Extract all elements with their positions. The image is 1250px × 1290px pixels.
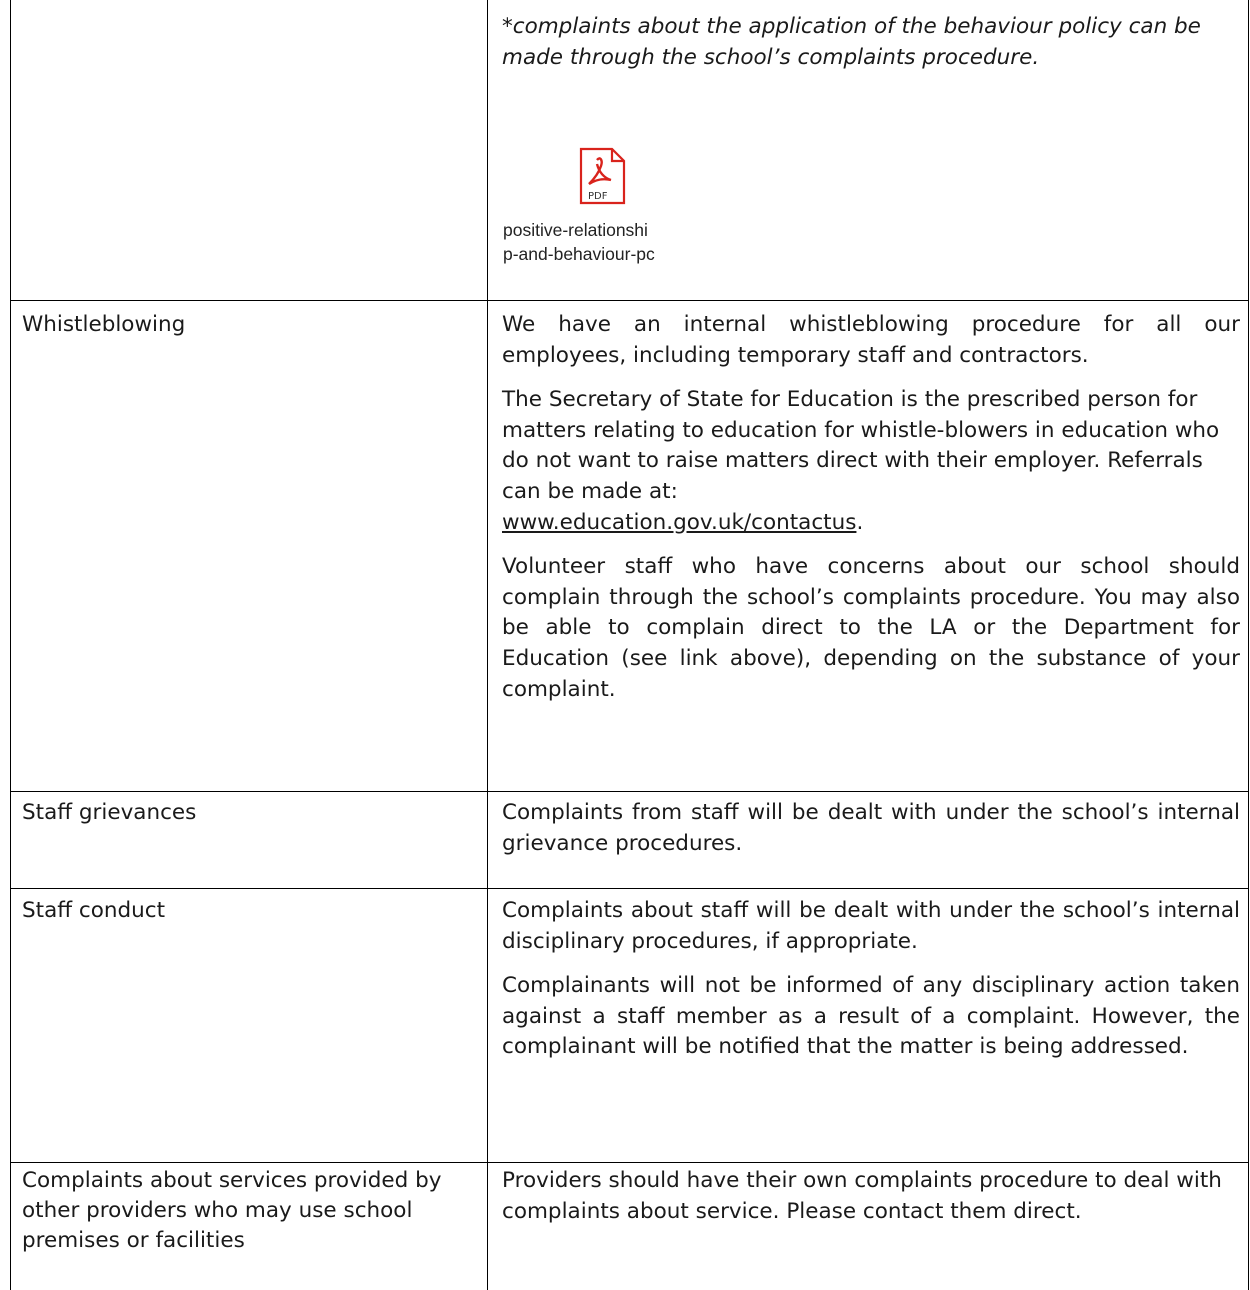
staff-conduct-cell (502, 896, 1240, 1077)
row-label-staff-conduct: Staff conduct (22, 898, 166, 923)
education-contact-link[interactable]: www.education.gov.uk/contactus (502, 509, 857, 535)
table-column-divider (487, 0, 488, 1290)
staff-grievances-paragraph: Complaints from staff will be dealt with under the school’s internal grievance procedures. (502, 800, 1240, 856)
whistleblowing-paragraph: We have an internal whistleblowing procedure for all our employees, including temporary staff and contractors. (502, 312, 1240, 368)
row-label-staff-grievances: Staff grievances (22, 800, 197, 825)
row-divider (10, 300, 1249, 301)
other-providers-paragraph: Providers should have their own complaints procedure to deal with complaints about service. Please contact them direct. (502, 1168, 1222, 1224)
other-providers-cell (502, 1166, 1240, 1241)
staff-grievances-cell (502, 798, 1240, 873)
whistleblowing-paragraph: The Secretary of State for Education is the prescribed person for matters relating to education for whistle-blowers in education who do not want to raise matters direct with their employer. Referrals can be made at: www.education.gov.uk/contactus. (502, 387, 1220, 535)
whistleblowing-paragraph: Volunteer staff who have concerns about our school should complain through the school’s complaints procedure. You may also be able to complain direct to the LA or the Department for Education (see link above), depending on the substance of your complaint. (502, 554, 1240, 702)
table-border-left (10, 0, 11, 1290)
staff-conduct-paragraph: Complainants will not be informed of any disciplinary action taken against a staff member as a result of a complaint. However, the complainant will be notified that the matter is being addressed. (502, 973, 1240, 1060)
row-label-other-providers: Complaints about services provided by other providers who may use school premises or facilities (22, 1168, 442, 1253)
behaviour-policy-cell (502, 12, 1240, 87)
whistleblowing-cell (502, 310, 1240, 719)
row-divider (10, 791, 1249, 792)
svg-text:PDF: PDF (588, 191, 608, 202)
row-label-whistleblowing: Whistleblowing (22, 312, 186, 337)
staff-conduct-paragraph: Complaints about staff will be dealt with under the school’s internal disciplinary procedures, if appropriate. (502, 898, 1240, 954)
behaviour-policy-note: *complaints about the application of the behaviour policy can be made through the school’s complaints procedure. (502, 14, 1201, 70)
row-divider (10, 1162, 1249, 1163)
row-divider (10, 888, 1249, 889)
table-border-right (1248, 0, 1249, 1290)
pdf-file-icon[interactable] (577, 146, 627, 206)
pdf-attachment-filename[interactable]: positive-relationshi p-and-behaviour-pc (503, 220, 655, 264)
